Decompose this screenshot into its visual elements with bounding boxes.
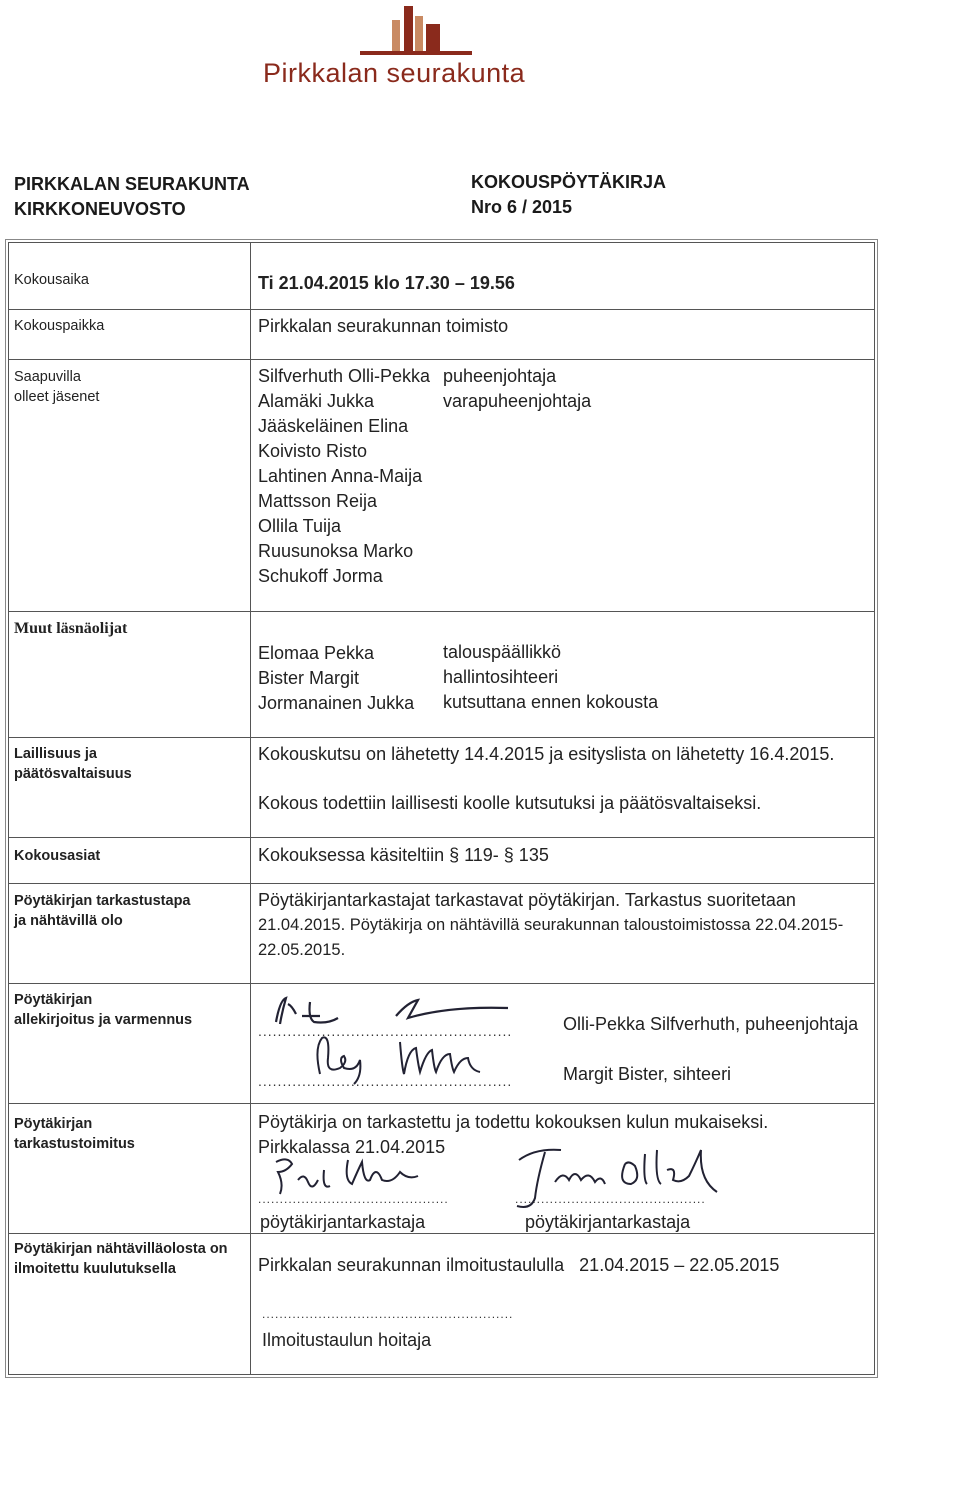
inspection-line-1: Pöytäkirjantarkastajat tarkastavat pöytäkirjan. Tarkastus suoritetaan [258,890,796,910]
place-and-date: Pirkkalassa 21.04.2015 [258,1137,446,1157]
member-name: Schukoff Jorma [258,566,383,586]
member-name: Ollila Tuija [258,516,342,536]
signature-line: .................................................... [258,1073,513,1089]
attendee-name: Elomaa Pekka [258,643,375,663]
member-name: Mattsson Reija [258,491,378,511]
member-name: Ruusunoksa Marko [258,541,414,561]
member-name: Lahtinen Anna-Maija [258,466,423,486]
notice-text: Pirkkalan seurakunnan ilmoitustaululla 21.04.2015 – 22.05.2015 [258,1255,780,1275]
inspection-statement: Pöytäkirja on tarkastettu ja todettu kokouksen kulun mukaiseksi. [258,1112,769,1132]
label-legality [14,744,132,784]
label-line: Pöytäkirjan [14,1116,93,1132]
label-line: allekirjoitus ja varmennus [14,1012,193,1028]
label-line: päätösvaltaisuus [14,766,132,782]
label-line: ilmoitettu kuulutuksella [14,1261,176,1277]
org-header [14,172,250,222]
checker1-title: pöytäkirjantarkastaja [260,1212,426,1232]
member-name: Silfverhuth Olli-Pekka [258,366,431,386]
label-signature [14,990,192,1030]
attendee-role: hallintosihteeri [443,667,559,687]
label-present-members [14,367,99,407]
meeting-place: Pirkkalan seurakunnan toimisto [258,316,509,336]
row-divider [8,1233,875,1234]
label-line: ja nähtävillä olo [14,913,123,929]
org-unit: KIRKKONEUVOSTO [14,199,186,219]
inspection-line-2: 21.04.2015. Pöytäkirja on nähtävillä seurakunnan taloustoimistossa 22.04.2015- [258,916,844,934]
row-divider [8,309,875,310]
attendee-role: talouspäällikkö [443,642,562,662]
label-other-attendees: Muut läsnäolijat [14,620,128,637]
label-line: Laillisuus ja [14,746,97,762]
row-divider [8,611,875,612]
label-notice [14,1239,228,1279]
checker2-line: ............................................ [515,1192,706,1206]
member-name: Alamäki Jukka [258,391,375,411]
meeting-time: Ti 21.04.2015 klo 17.30 – 19.56 [258,273,515,293]
attendee-role: kutsuttana ennen kokousta [443,692,659,712]
member-name: Koivisto Risto [258,441,368,461]
label-inspection-method [14,891,191,931]
label-meeting-place: Kokouspaikka [14,318,105,334]
row-divider [8,359,875,360]
label-line: Pöytäkirjan [14,992,93,1008]
row-divider [8,983,875,984]
doc-number: Nro 6 / 2015 [471,197,573,217]
checker1-line: ............................................ [258,1192,449,1206]
parish-logo-text: Pirkkalan seurakunta [263,58,526,88]
member-name: Jääskeläinen Elina [258,416,409,436]
notice-keeper: Ilmoitustaulun hoitaja [262,1330,432,1350]
legality-text-1: Kokouskutsu on lähetetty 14.4.2015 ja esityslista on lähetetty 16.4.2015. [258,744,835,764]
attendee-name: Bister Margit [258,668,360,688]
label-line: Pöytäkirjan nähtävilläolosta on [14,1241,228,1257]
org-name: PIRKKALAN SEURAKUNTA [14,174,250,194]
legality-text-2: Kokous todettiin laillisesti koolle kutsutuksi ja päätösvaltaiseksi. [258,793,762,813]
label-line: olleet jäsenet [14,389,100,405]
secretary-name: Margit Bister, sihteeri [563,1064,732,1084]
doc-header [471,170,666,220]
label-meeting-time: Kokousaika [14,272,89,288]
member-role: varapuheenjohtaja [443,391,592,411]
agenda-items: Kokouksessa käsiteltiin § 119- § 135 [258,845,549,865]
label-line: Saapuvilla [14,369,81,385]
attendee-name: Jormanainen Jukka [258,693,415,713]
doc-type: KOKOUSPÖYTÄKIRJA [471,172,667,192]
label-inspection-act [14,1114,135,1154]
label-line: Pöytäkirjan tarkastustapa [14,893,191,909]
row-divider [8,737,875,738]
column-divider [250,242,251,1375]
notice-signature-line: .......................................................... [262,1307,514,1321]
parish-logo [360,6,480,58]
label-line: tarkastustoimitus [14,1136,135,1152]
signature-line: .................................................... [258,1023,513,1039]
checker2-title: pöytäkirjantarkastaja [525,1212,691,1232]
member-role: puheenjohtaja [443,366,557,386]
row-divider [8,1103,875,1104]
row-divider [8,883,875,884]
row-divider [8,837,875,838]
inspection-line-3: 22.05.2015. [258,941,346,959]
chair-name: Olli-Pekka Silfverhuth, puheenjohtaja [563,1014,859,1034]
label-agenda-items: Kokousasiat [14,848,101,864]
